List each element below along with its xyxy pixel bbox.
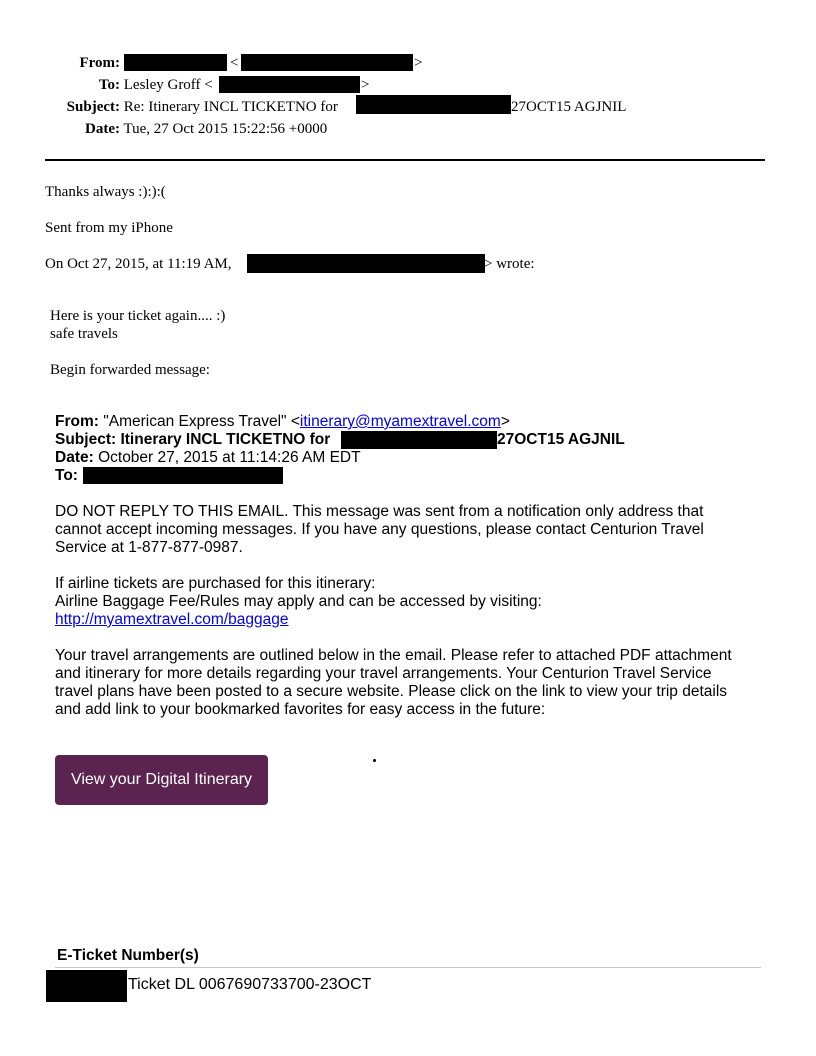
reply-wrote-suffix: > wrote: [484,256,535,272]
travel-line-4: and add link to your bookmarked favorites for easy access in the future: [55,701,546,718]
fwd-from-name: "American Express Travel" < [103,413,300,430]
eticket-divider [55,967,761,968]
redacted-subject-name [356,95,511,114]
fwd-subject-suffix: 27OCT15 AGJNIL [497,431,625,448]
to-value: Lesley Groff < [123,77,213,93]
date-value: Tue, 27 Oct 2015 15:22:56 +0000 [123,121,328,137]
notice-line-2: cannot accept incoming messages. If you have any questions, please contact Centurion Travel [55,521,704,538]
outer-date-row [0,120,327,138]
redacted-sender-name [124,54,227,71]
to-label: To: [98,77,120,93]
outer-from-row [0,54,120,72]
quote-line-1: Here is your ticket again.... :) [50,308,226,324]
fwd-to-label: To: [55,467,78,484]
to-close-bracket: > [361,77,370,93]
fwd-from-email-link[interactable]: itinerary@myamextravel.com [299,413,501,430]
fwd-from-row [55,413,510,431]
reply-wrote-prefix: On Oct 27, 2015, at 11:19 AM, [45,256,232,272]
redacted-wrote-sender [247,254,485,273]
airline-line-1: If airline tickets are purchased for this itinerary: [55,575,376,592]
reply-line-1: Thanks always :):):( [45,184,166,200]
fwd-date-label: Date: [55,449,94,466]
redacted-eticket-name [46,970,127,1002]
fwd-subject-label: Subject: Itinerary INCL TICKETNO for [55,431,331,448]
header-divider [45,159,765,161]
baggage-link[interactable]: http://myamextravel.com/baggage [55,611,289,628]
from-open-bracket: < [230,55,239,71]
travel-line-1: Your travel arrangements are outlined below in the email. Please refer to attached PDF attachment [55,647,732,664]
eticket-heading: E-Ticket Number(s) [57,947,199,964]
redacted-sender-email [241,54,413,71]
fwd-subject-row [55,431,330,449]
travel-line-2: and itinerary for more details regarding your travel arrangements. Your Centurion Travel Service [55,665,712,682]
fwd-subject-suffix-wrap [497,431,625,449]
fwd-date-row [55,449,361,467]
view-digital-itinerary-button[interactable]: View your Digital Itinerary [55,755,268,805]
fwd-to-row [55,467,78,485]
redacted-fwd-recipient [83,467,283,484]
date-label: Date: [85,121,120,137]
outer-subject-row [0,98,338,116]
fwd-from-label: From: [55,413,99,430]
from-close-bracket: > [414,55,423,71]
notice-line-3: Service at 1-877-877-0987. [55,539,243,556]
quote-line-3: Begin forwarded message: [50,362,210,378]
reply-line-2: Sent from my iPhone [45,220,173,236]
subject-prefix: Re: Itinerary INCL TICKETNO for [123,99,338,115]
redacted-recipient-email [219,76,360,93]
outer-to-row [0,76,213,94]
fwd-from-close: > [500,413,510,430]
quote-line-2: safe travels [50,326,118,342]
airline-line-2: Airline Baggage Fee/Rules may apply and can be accessed by visiting: [55,593,542,610]
redacted-fwd-subject-name [341,431,497,449]
baggage-link-row [55,611,288,629]
travel-line-3: travel plans have been posted to a secure website. Please click on the link to view your trip details [55,683,728,700]
subject-label: Subject: [66,99,120,115]
stray-dot [373,759,376,762]
notice-line-1: DO NOT REPLY TO THIS EMAIL. This message was sent from a notification only address that [55,503,704,520]
eticket-number: Ticket DL 0067690733700-23OCT [128,976,372,993]
from-label: From: [79,55,120,71]
fwd-date-value: October 27, 2015 at 11:14:26 AM EDT [98,449,361,466]
subject-suffix: 27OCT15 AGJNIL [511,99,627,115]
